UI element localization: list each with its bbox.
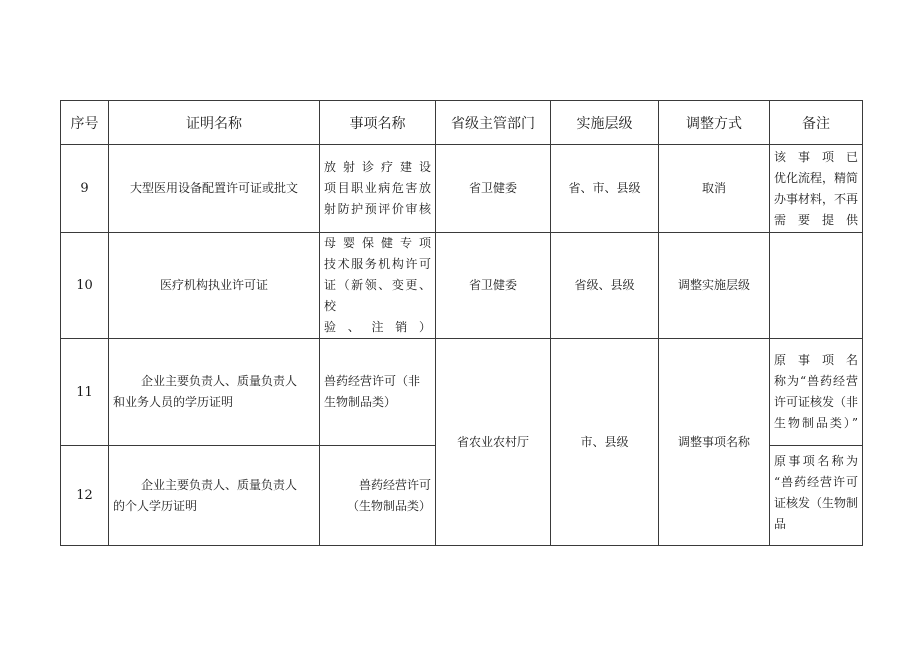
header-item-name: 事项名称 xyxy=(320,101,436,145)
row-level: 省级、县级 xyxy=(551,233,659,339)
row-serial: 12 xyxy=(61,446,109,546)
row-level: 省、市、县级 xyxy=(551,145,659,233)
row-adjustment-merged: 调整事项名称 xyxy=(659,339,770,546)
table-row xyxy=(61,233,863,339)
header-certificate-name: 证明名称 xyxy=(109,101,320,145)
header-level: 实施层级 xyxy=(551,101,659,145)
row-serial: 9 xyxy=(61,145,109,233)
row-serial: 10 xyxy=(61,233,109,339)
row-department: 省卫健委 xyxy=(436,145,551,233)
row-note: 原事项名 称为“兽药经营 许可证核发（非 生物制品类）” xyxy=(770,339,863,446)
row-department: 省卫健委 xyxy=(436,233,551,339)
table-row xyxy=(61,145,863,233)
table-row xyxy=(61,339,863,446)
row-adjustment: 调整实施层级 xyxy=(659,233,770,339)
row-adjustment: 取消 xyxy=(659,145,770,233)
row-note: 该事项已 优化流程，精简 办事材料，不再 需要提供 xyxy=(770,145,863,233)
header-row xyxy=(61,101,863,145)
header-note: 备注 xyxy=(770,101,863,145)
row-level-merged: 市、县级 xyxy=(551,339,659,546)
row-item: 兽药经营许可（非 生物制品类） xyxy=(320,339,436,446)
row-serial: 11 xyxy=(61,339,109,446)
row-item: 放射诊疗建设 项目职业病危害放 射防护预评价审核 xyxy=(320,145,436,233)
row-item: 母婴保健专项 技术服务机构许可 证（新领、变更、校 验、注销） xyxy=(320,233,436,339)
row-note xyxy=(770,233,863,339)
row-certificate: 大型医用设备配置许可证或批文 xyxy=(109,145,320,233)
row-certificate: 医疗机构执业许可证 xyxy=(109,233,320,339)
header-adjustment: 调整方式 xyxy=(659,101,770,145)
row-certificate: 企业主要负责人、质量负责人 和业务人员的学历证明 xyxy=(109,339,320,446)
certificate-adjustment-table xyxy=(60,100,863,546)
row-note: 原事项名称为 “兽药经营许可 证核发（生物制 品 xyxy=(770,446,863,546)
row-item: 兽药经营许可 （生物制品类） xyxy=(320,446,436,546)
row-certificate: 企业主要负责人、质量负责人 的个人学历证明 xyxy=(109,446,320,546)
header-serial: 序号 xyxy=(61,101,109,145)
header-department: 省级主管部门 xyxy=(436,101,551,145)
row-department-merged: 省农业农村厅 xyxy=(436,339,551,546)
